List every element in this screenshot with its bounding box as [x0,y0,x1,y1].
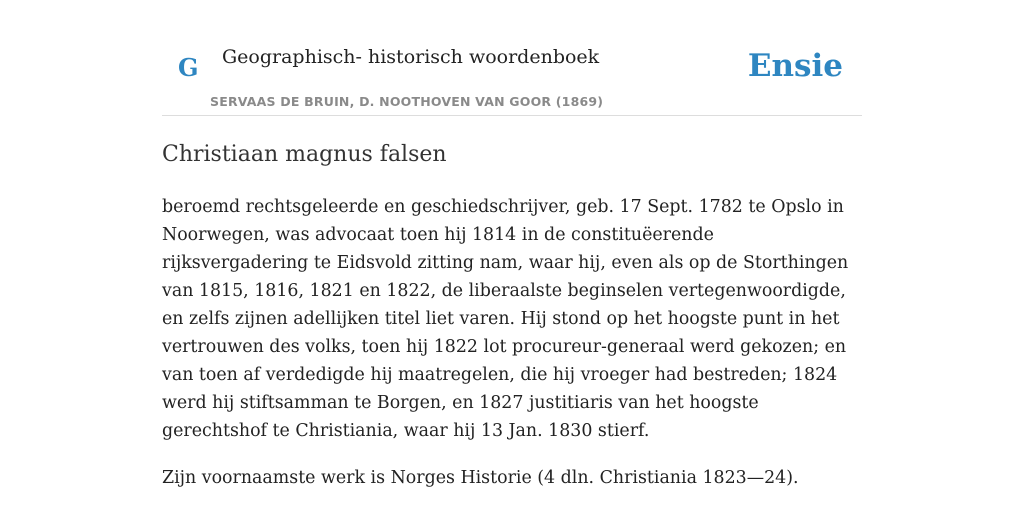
ensie-logo[interactable]: Ensie [747,48,843,84]
book-letter-icon[interactable]: G [178,53,199,82]
book-header [162,0,862,116]
entry-paragraph: beroemd rechtsgeleerde en geschiedschrijver, geb. 17 Sept. 1782 te Opslo in Noorwegen, was advocaat toen hij 1814 in de constituëerende rijksvergadering te Eidsvold zitting nam, waar hij, even als op de Storthingen van 1815, 1816, 1821 en 1822, de liberaalste beginselen vertegenwoordigde, en zelfs zijnen adellijken titel liet varen. Hij stond op het hoogste punt in het vertrouwen des volks, toen hij 1822 lot procureur-generaal werd gekozen; en van toen af verdedigde hij maatregelen, die hij vroeger had bestreden; 1824 werd hij stiftsamman te Borgen, en 1827 justitiaris van het hoogste gerechtshof te Christiania, waar hij 13 Jan. 1830 stierf. [162,197,849,442]
book-title-link[interactable]: Geographisch- historisch woordenboek [222,46,600,68]
page [162,0,862,492]
entry-title: Christiaan magnus falsen [162,142,447,167]
book-authors: SERVAAS DE BRUIN, D. NOOTHOVEN VAN GOOR (1869) [210,94,604,109]
entry-paragraph: Zijn voornaamste werk is Norges Historie (4 dln. Christiania 1823—24). [162,468,799,489]
